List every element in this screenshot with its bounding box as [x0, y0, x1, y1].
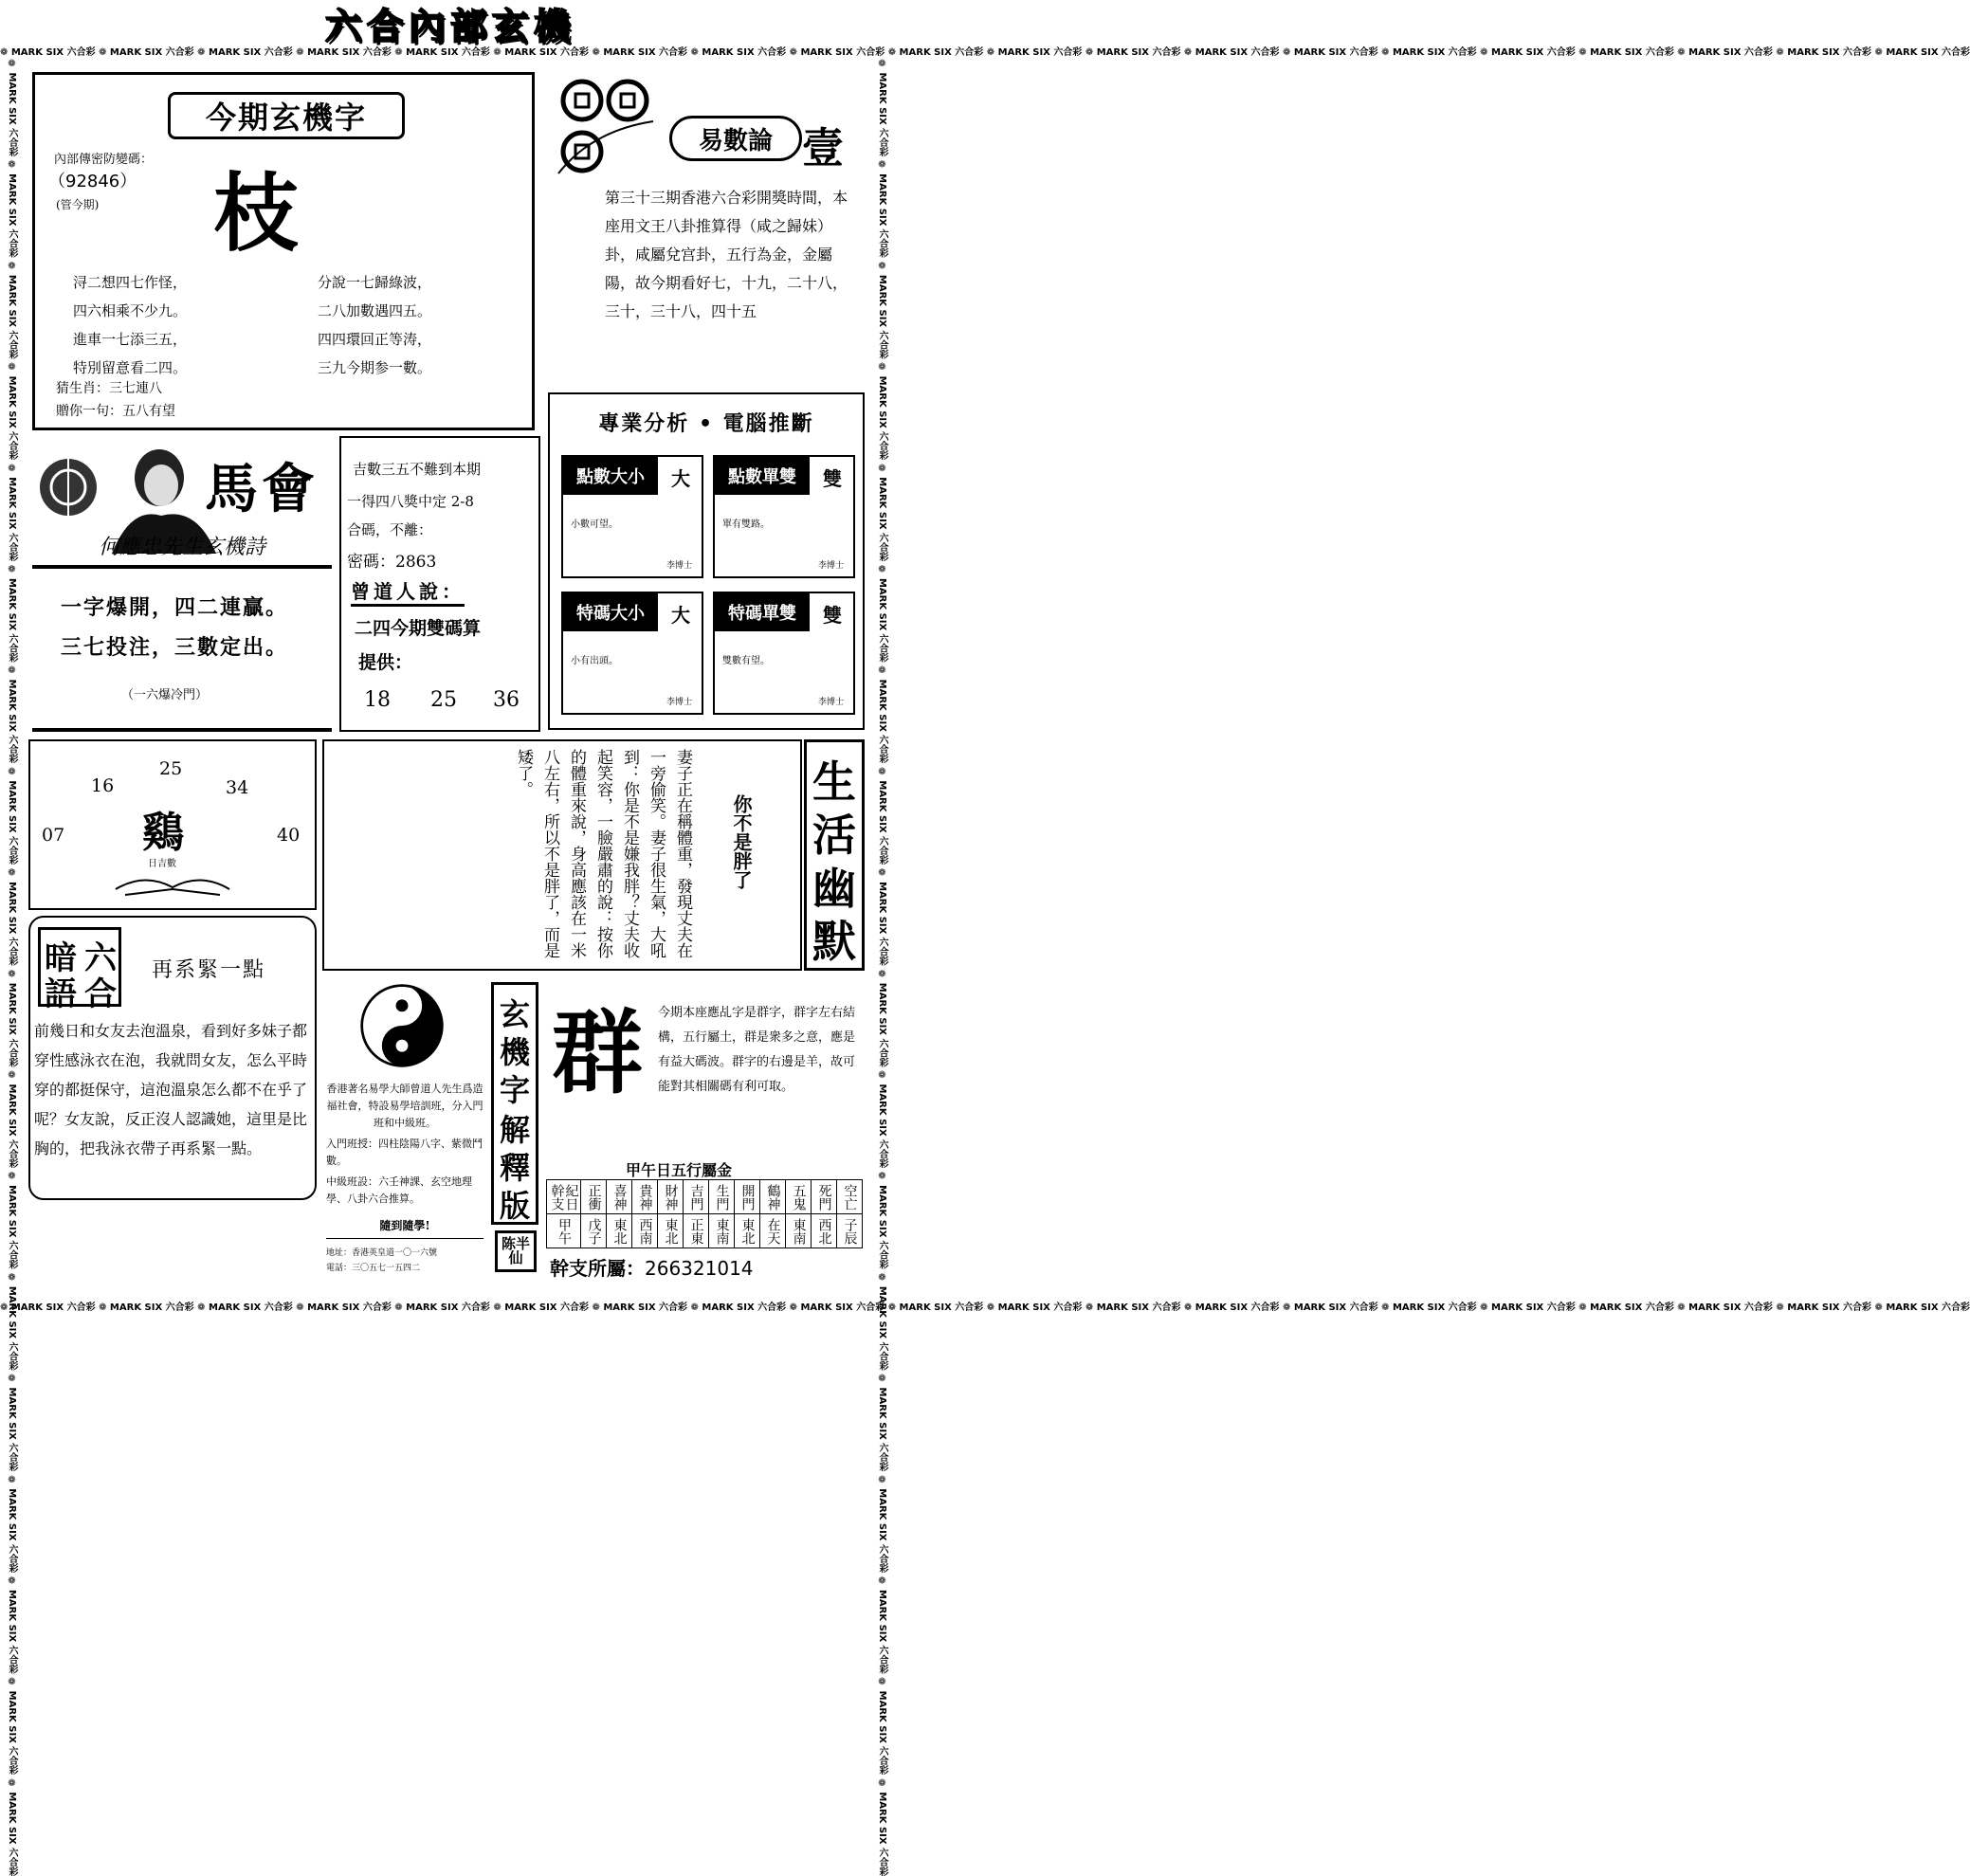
- wuxing-header: 五鬼: [786, 1180, 812, 1214]
- wuxing-header: 貴神: [632, 1180, 658, 1214]
- anyu-body: 前幾日和女友去泡溫泉，看到好多妹子都穿性感泳衣在泡，我就問女友，怎么平時穿的都挺保守，這泡溫泉怎么都不在乎了呢？女友說，反正沒人認識她，這里是比胸的，把我泳衣帶子再系緊一點。: [34, 1022, 308, 1157]
- poem-line: 特別留意看二四。: [73, 359, 188, 376]
- qun-big-char: 群: [552, 999, 643, 1106]
- divider: [326, 1238, 483, 1239]
- mahui-title: 馬會: [205, 458, 319, 520]
- guess-animal: 猜生肖：三七連八: [56, 381, 162, 396]
- poem-line: 四六相乘不少九。: [73, 302, 188, 319]
- yishu-title: [669, 116, 802, 161]
- wuxing-value: 西南: [632, 1214, 658, 1248]
- wuxing-value: 東北: [658, 1214, 684, 1248]
- cell-tag: 大: [671, 466, 690, 490]
- cell-sign: 李博士: [666, 698, 692, 707]
- tip-line: 二四今期雙碼算: [355, 618, 482, 639]
- top-strip: ❁ MARK SIX 六合彩 ❁ MARK SIX 六合彩 ❁ MARK SIX 六合彩 ❁ MARK SIX 六合彩 ❁ MARK SIX 六合彩 ❁ MARK SIX 六合彩 ❁ MARK SIX 六合彩 ❁ MARK SIX 六合彩 ❁ MARK SIX 六合彩 ❁ MARK SIX 六合彩 ❁ MARK SIX 六合彩 ❁ MARK SIX 六合彩 ❁ MARK SIX 六合彩 ❁ MARK SIX 六合彩 ❁ MARK SIX 六合彩 ❁ MARK SIX 六合彩 ❁ MARK SIX 六合彩 ❁ MARK SIX 六合彩 ❁ MARK SIX 六合彩 ❁ MARK SIX 六合彩: [0, 47, 1970, 58]
- cell-head: 特碼大小: [563, 593, 658, 631]
- tip-number: 25: [430, 688, 457, 712]
- master-intro: 香港著名易學大師曾道人先生爲造福社會，特設易學培訓班，分入門班和中級班。: [326, 1083, 483, 1129]
- cell-body: 單有雙路。: [722, 519, 770, 530]
- anyu-heading: 再系緊一點: [152, 958, 266, 982]
- analysis-cell-point-size: [561, 455, 703, 578]
- label-char: 釋: [500, 1150, 531, 1186]
- master-cta: 隨到隨學!: [379, 1219, 430, 1232]
- cell-tag: 大: [671, 603, 690, 627]
- phone-value: 266321014: [645, 1257, 754, 1280]
- tip-number: 18: [364, 688, 391, 712]
- wuxing-header: 死門: [812, 1180, 837, 1214]
- xuanji-banner: 今期玄機字: [168, 92, 405, 139]
- cell-sign: 李博士: [817, 561, 844, 571]
- cell-body: 小數可望。: [571, 519, 618, 530]
- wuxing-header: 財神: [658, 1180, 684, 1214]
- cell-body: 小有出頭。: [571, 656, 618, 666]
- mahui-panel: [32, 438, 332, 734]
- code-value: 92846: [65, 172, 120, 191]
- analysis-cell-point-parity: [713, 455, 855, 578]
- tip-heading: 曾道人說：: [351, 576, 465, 607]
- cell-head: 特碼單雙: [715, 593, 810, 631]
- label-char: 版: [500, 1188, 531, 1224]
- poem-line: 二八加數遇四五。: [318, 302, 432, 319]
- wing-ornament-icon: [106, 870, 239, 899]
- cell-head: 點數大小: [563, 457, 658, 495]
- tip-line: 密碼：2863: [347, 553, 437, 572]
- cell-sign: 李博士: [817, 698, 844, 707]
- wuxing-value: 西北: [812, 1214, 837, 1248]
- wuxing-title: 甲午日五行屬金: [626, 1161, 733, 1179]
- yin-yang-icon: [358, 982, 446, 1069]
- chicken-panel: [28, 739, 317, 910]
- gift-line: 贈你一句：五八有望: [56, 404, 175, 419]
- humor-body: 妻子正在稱體重，發現丈夫在一旁偷笑。妻子很生氣，大吼到：你是不是嫌我胖？丈夫收起笑容，一臉嚴肅的說：按你的體重來說，身高應該在一米八左右，所以不是胖了，而是矮了。: [514, 749, 692, 958]
- wuxing-header: 生門: [709, 1180, 735, 1214]
- divider: [32, 728, 332, 732]
- xuanji-panel: [32, 72, 535, 430]
- anyu-char: 暗: [45, 939, 77, 977]
- analysis-panel: [548, 392, 865, 730]
- tip-line: 合碼，不離：: [347, 521, 433, 538]
- wuxing-header: 空亡: [837, 1180, 863, 1214]
- poem-line: 浔二想四七作怪，: [73, 274, 188, 291]
- analysis-title: 專業分析 • 電腦推斷: [598, 412, 814, 436]
- right-strip: ❁ MARK SIX 六合彩 ❁ MARK SIX 六合彩 ❁ MARK SIX 六合彩 ❁ MARK SIX 六合彩 ❁ MARK SIX 六合彩 ❁ MARK SIX 六合彩 ❁ MARK SIX 六合彩 ❁ MARK SIX 六合彩 ❁ MARK SIX 六合彩 ❁ MARK SIX 六合彩 ❁ MARK SIX 六合彩 ❁ MARK SIX 六合彩 ❁ MARK SIX 六合彩 ❁ MARK SIX 六合彩 ❁ MARK SIX 六合彩 ❁ MARK SIX 六合彩 ❁ MARK SIX 六合彩 ❁ MARK SIX 六合彩: [877, 59, 887, 1876]
- divider: [32, 565, 332, 569]
- humor-title-char: 活: [812, 810, 856, 861]
- anti-fake-label: 內部傳密防變碼：: [54, 153, 154, 167]
- wuxing-value: 東北: [735, 1214, 760, 1248]
- label-char: 玄: [500, 996, 531, 1032]
- cell-body: 雙數有望。: [722, 656, 770, 666]
- page-title: 六合內部玄機: [324, 5, 575, 47]
- poem-line: 三九今期参一數。: [318, 359, 432, 376]
- lucky-number: 16: [91, 775, 115, 796]
- coin-decoration-icon: [554, 74, 658, 178]
- xuanji-big-char: 枝: [213, 163, 299, 264]
- wuxing-value: 東南: [786, 1214, 812, 1248]
- tip-line: 吉數三五不難到本期: [353, 461, 482, 478]
- humor-panel: [322, 739, 802, 971]
- humor-title-char: 幽: [812, 863, 856, 914]
- code-note: (管今期): [56, 198, 100, 211]
- bottom-strip: ❁ MARK SIX 六合彩 ❁ MARK SIX 六合彩 ❁ MARK SIX 六合彩 ❁ MARK SIX 六合彩 ❁ MARK SIX 六合彩 ❁ MARK SIX 六合彩 ❁ MARK SIX 六合彩 ❁ MARK SIX 六合彩 ❁ MARK SIX 六合彩 ❁ MARK SIX 六合彩 ❁ MARK SIX 六合彩 ❁ MARK SIX 六合彩 ❁ MARK SIX 六合彩 ❁ MARK SIX 六合彩 ❁ MARK SIX 六合彩 ❁ MARK SIX 六合彩 ❁ MARK SIX 六合彩 ❁ MARK SIX 六合彩 ❁ MARK SIX 六合彩 ❁ MARK SIX 六合彩: [0, 1302, 1970, 1313]
- mahui-line: 一字爆開，四二連贏。: [61, 595, 289, 620]
- humor-title-box: [804, 739, 865, 971]
- qun-panel: [544, 976, 866, 1147]
- mahui-note: （一六爆冷門）: [121, 688, 209, 702]
- mahui-line: 三七投注，三數定出。: [61, 635, 289, 660]
- wuxing-value: 子辰: [837, 1214, 863, 1248]
- mahui-subtitle: 何應忠先生玄機詩: [99, 536, 266, 559]
- label-char: 字: [500, 1072, 531, 1108]
- master-mid: 中級班設：六壬神課、玄空地理學、八卦六合推算。: [326, 1175, 472, 1205]
- wuxing-table: [546, 1179, 863, 1248]
- wuxing-value: 東南: [709, 1214, 735, 1248]
- tip-line: 一得四八獎中定 2-8: [347, 493, 474, 510]
- master-panel: [326, 976, 483, 1293]
- wuxing-phone: [550, 1253, 754, 1281]
- humor-title-char: 生: [812, 756, 856, 808]
- master-address: 地址：香港英皇道一〇一六號: [326, 1248, 438, 1258]
- anyu-char: 語: [45, 975, 77, 1013]
- tip-line: 提供：: [358, 652, 413, 673]
- vertical-label: [491, 982, 538, 1225]
- poem-line: 分說一七歸綠波，: [318, 274, 432, 291]
- lucky-number: 07: [42, 825, 65, 846]
- cell-sign: 李博士: [666, 561, 692, 571]
- phone-label: 幹支所屬：: [550, 1257, 645, 1280]
- wuxing-header: 紀日幹支: [547, 1180, 581, 1214]
- wuxing-value: 東北: [607, 1214, 632, 1248]
- wuxing-value: 甲午: [547, 1214, 581, 1248]
- lucky-number: 34: [226, 777, 249, 798]
- lucky-number: 25: [159, 758, 183, 779]
- yishu-title-deco: 壹: [802, 124, 844, 173]
- humor-heading: 你不是胖了: [730, 794, 753, 889]
- seal-text: 陈半仙: [501, 1235, 530, 1266]
- analysis-cell-special-parity: [713, 592, 855, 715]
- qun-text: 今期本座應乩字是群字，群字左右結構，五行屬土，群是衆多之意，應是有益大碼波。群字的右邊是羊，故可能對其相關碼有利可取。: [658, 1006, 856, 1094]
- wuxing-header: 吉門: [684, 1180, 709, 1214]
- anyu-panel: [28, 916, 317, 1200]
- chicken-char: 鷄: [142, 809, 184, 857]
- wuxing-value: 正東: [684, 1214, 709, 1248]
- cell-head: 點數單雙: [715, 457, 810, 495]
- anyu-char: 六: [84, 939, 117, 977]
- wuxing-header: 開門: [735, 1180, 760, 1214]
- wuxing-header: 鶴神: [760, 1180, 786, 1214]
- chicken-note: 日吉數: [148, 859, 176, 869]
- humor-title-char: 默: [812, 916, 856, 967]
- middle-tips-panel: [339, 436, 540, 732]
- yishu-panel: [548, 72, 866, 385]
- master-phone: 電話：三〇五七一五四二: [326, 1264, 421, 1273]
- yishu-title-text: 易數論: [698, 126, 773, 155]
- analysis-cell-special-size: [561, 592, 703, 715]
- poem-line: 進車一七添三五，: [73, 331, 188, 348]
- wuxing-header: 正衝: [581, 1180, 607, 1214]
- poem-line: 四四環回正等涛，: [318, 331, 432, 348]
- wuxing-header: 喜神: [607, 1180, 632, 1214]
- yishu-text: 第三十三期香港六合彩開獎時間，本座用文王八卦推算得（咸之歸妹）卦，咸屬兌宫卦，五行為金，金屬陽，故今期看好七，十九，二十八，三十，三十八，四十五: [605, 189, 848, 320]
- wuxing-value: 在天: [760, 1214, 786, 1248]
- lucky-number: 40: [277, 825, 301, 846]
- seal-stamp: [495, 1230, 537, 1272]
- wuxing-value: 戊子: [581, 1214, 607, 1248]
- anti-fake-code: （92846）: [48, 172, 137, 191]
- left-strip: ❁ MARK SIX 六合彩 ❁ MARK SIX 六合彩 ❁ MARK SIX 六合彩 ❁ MARK SIX 六合彩 ❁ MARK SIX 六合彩 ❁ MARK SIX 六合彩 ❁ MARK SIX 六合彩 ❁ MARK SIX 六合彩 ❁ MARK SIX 六合彩 ❁ MARK SIX 六合彩 ❁ MARK SIX 六合彩 ❁ MARK SIX 六合彩 ❁ MARK SIX 六合彩 ❁ MARK SIX 六合彩 ❁ MARK SIX 六合彩 ❁ MARK SIX 六合彩 ❁ MARK SIX 六合彩 ❁ MARK SIX 六合彩: [7, 59, 17, 1876]
- tip-number: 36: [493, 688, 520, 712]
- label-char: 機: [500, 1034, 531, 1070]
- cell-tag: 雙: [823, 466, 842, 490]
- cell-tag: 雙: [823, 603, 842, 627]
- anyu-char: 合: [84, 975, 117, 1013]
- master-basic: 入門班授：四柱陰陽八字、紫微鬥數。: [326, 1138, 483, 1167]
- label-char: 解: [500, 1112, 531, 1148]
- anyu-box: [38, 927, 121, 1013]
